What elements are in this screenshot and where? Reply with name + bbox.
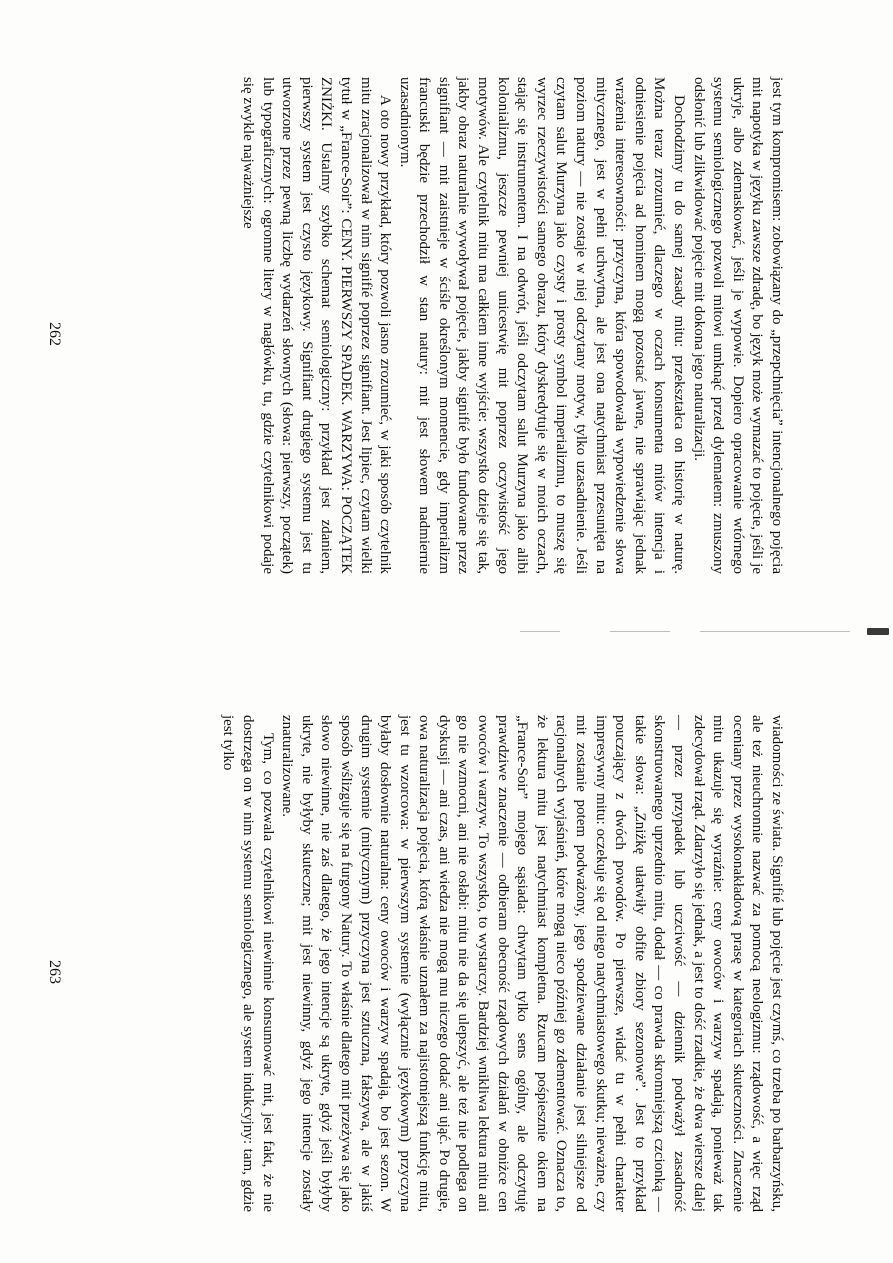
gutter-mark	[520, 631, 560, 632]
gutter-mark	[700, 631, 850, 632]
book-gutter	[0, 628, 893, 636]
gutter-shadow	[867, 628, 889, 635]
right-page-text	[218, 715, 786, 1212]
paragraph: wiadomości ze świata. Signifié lub pojęcie jest czymś, co trzeba po barbarzyńsku, ale też nieuchronnie nazwać za pomocą neologizmu: rządowość, a więc rząd oceniany przez wysokonakładową prasę w kategoriach skuteczności. Znaczenie mitu ukazuje się wyraźnie: ceny owoców i warzyw spadają, ponieważ tak zdecydował rząd. Zdarzyło się jednak, a jest to dość rzadkie, że dwa wiersze dalej — przez przypadek lub uczciwość — dziennik podważył zasadność skonstruowanego uprzednio mitu, dodał — co prawda skromniejszą czcionką — takie słowa: „Zniżkę ułatwiły obfite zbiory sezonowe”. Jest to przykład pouczający z dwóch powodów. Po pierwsze, widać tu w pełni charakter impresywny mitu: oczekuje się od niego natychmiastowego skutku; nieważne, czy mit zostanie potem podważony, jego spodziewane działanie jest silniejsze od racjonalnych wyjaśnień, które mogą nieco później go zdementować. Oznacza to, że lektura mitu jest natychmiast kompletna. Rzucam pośpiesznie okiem na „France-Soir” mojego sąsiada: chwytam tylko sens ogólny, ale odczytuję prawdziwe znaczenie — odbieram obecność rządowych działań w obniżce cen owoców i warzyw. To wszystko, to wystarczy. Bardziej wnikliwa lektura mitu ani go nie wzmocni, ani nie osłabi: mitu nie da się ulepszyć, ale też nie podlega on dyskusji — ani czas, ani wiedza nie mogą mu niczego dodać ani ująć. Po drugie, owa naturalizacja pojęcia, którą właśnie uznałem za najistotniejszą funkcję mitu, jest tu wzorcowa: w pierwszym systemie (wyłącznie językowym) przyczyna byłaby dosłownie naturalna: ceny owoców i warzyw spadają, bo jest sezon. W drugim systemie (mitycznym) przyczyna jest sztuczna, fałszywa, ale w jakiś sposób wślizguje się na furgony Natury. To właśnie dlatego mit przeżywa się jako słowo niewinne, nie zaś dlatego, że jego intencje są ukryte, gdyż jeśli byłyby ukryte, nie byłyby skuteczne; mit jest niewinny, gdyż jego intencje zostały znaturalizowane.	[279, 715, 785, 1212]
paragraph: A oto nowy przykład, który pozwoli jasno zrozumieć, w jaki sposób czytelnik mitu zracjonalizował w nim signifié poprzez signifiant. Jest lipiec, czytam wielki tytuł w „France-Soir”: CENY. PIERWSZY SPADEK. WARZYWA: POCZĄTEK ZNIŻKI. Ustalmy szybko schemat semiologiczny: przykład jest zdaniem, pierwszy system jest czysto językowy. Signifiant drugiego systemu jest tu utworzone przez pewną liczbę wydarzeń słownych (słowa: pierwszy, początek) lub typograficznych: ogromne litery w nagłówku, tu, gdzie czytelnikowi podaje się zwykle najważniejsze	[239, 77, 394, 574]
page-number: 263	[46, 960, 63, 984]
gutter-mark	[610, 631, 670, 632]
paragraph: Tym, co pozwala czytelnikowi niewinnie konsumować mit, jest fakt, że nie dostrzega on w nim systemu semiologicznego, ale system indukcyjny: tam, gdzie jest tylko	[220, 715, 276, 1212]
page-number: 262	[46, 322, 63, 346]
right-page	[0, 650, 893, 1250]
paragraph: Dochodzimy tu do samej zasady mitu: przekształca on historię w naturę. Można teraz zrozumieć, dlaczego w oczach konsumenta mitów intencja i odniesienie pojęcia ad hominem mogą pozostać jawne, nie sprawiając jednak wrażenia interesowności: przyczyna, która spowodowała wypowiedzenie słowa mitycznego, jest w pełni uchwytna, ale jest ona natychmiast przesunięta na poziom natury — nie zostaje w niej odczytany motyw, tylko uzasadnienie. Jeśli czytam salut Murzyna jako czysty i prosty symbol imperializmu, to muszę się wyrzec rzeczywistości samego obrazu, który dyskredytuje się w moich oczach, stając się instrumentem. I na odwrót, jeśli odczytam salut Murzyna jako alibi kolonializmu, jeszcze pewniej unicestwię mit poprzez oczywistość jego motywów. Ale czytelnik mitu ma całkiem inne wyjście: wszystko dzieje się tak, jakby obraz naturalnie wywoływał pojęcie, jakby signifié było fundowane przez signifiant — mit zaistnieje w ściśle określonym momencie, gdy imperializm francuski będzie przechodził w stan natury: mit jest słowem nadmiernie uzasadnionym.	[396, 77, 688, 574]
left-page-text	[237, 77, 786, 574]
left-page	[0, 30, 893, 630]
paragraph: jest tym kompromisem: zobowiązany do „przepchnięcia” intencjonalnego pojęcia mit napotyka w języku zawsze zdradę, bo język może wymazać to pojęcie, jeśli je ukryje, albo zdemaskować, jeśli je wypowie. Dopiero opracowanie wtórnego systemu semiologicznego pozwoli mitowi umknąć przed dylematem: zmuszony odsłonić lub zlikwidować pojęcie mit dokona jego naturalizacji.	[690, 77, 785, 574]
